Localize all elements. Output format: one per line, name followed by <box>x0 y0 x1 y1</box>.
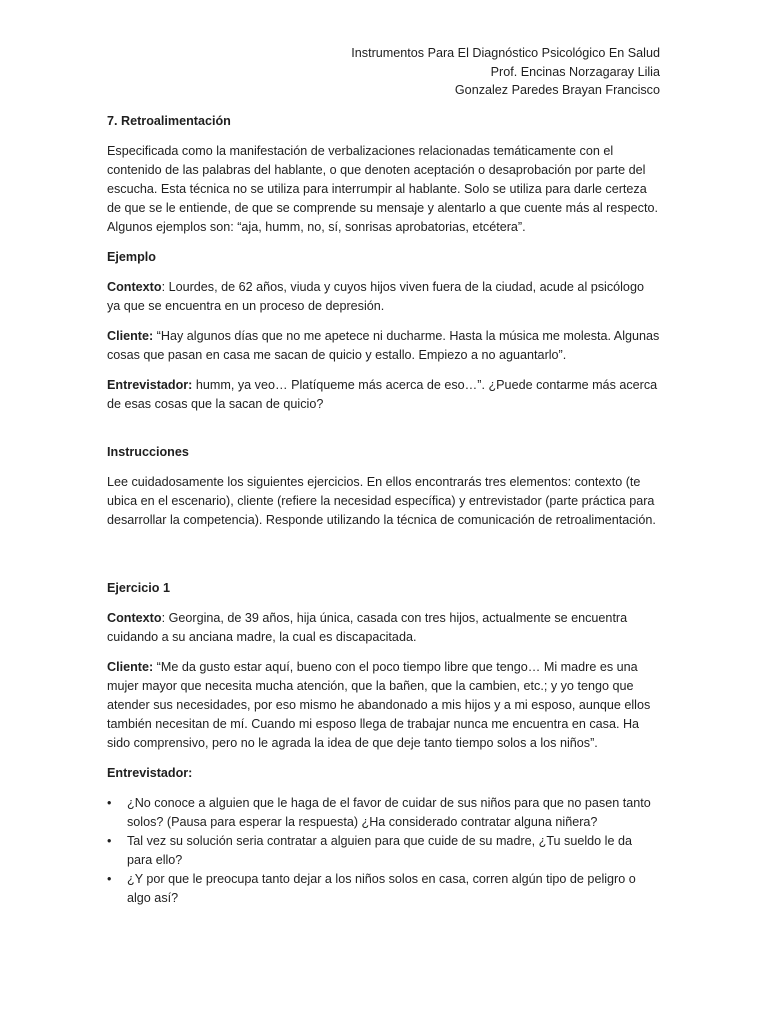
list-item <box>107 832 660 870</box>
section-description: Especificada como la manifestación de verbalizaciones relacionadas temáticamente con el contenido de las palabras del hablante, o que denoten aceptación o desaprobación por parte del escucha. Esta técnica no se utiliza para interrumpir al hablante. Solo se utiliza para darle certeza de que se le entiende, de que se comprende su mensaje y alentarlo a que cuente más al respecto. Algunos ejemplos son: “aja, humm, no, sí, sonrisas aprobatorias, etcétera”. <box>107 143 658 234</box>
interviewer-label: Entrevistador: <box>107 377 193 392</box>
question-text: Tal vez su solución seria contratar a alguien para que cuide de su madre, ¿Tu sueldo le da para ello? <box>127 833 632 867</box>
context-label: Contexto <box>107 610 162 625</box>
exercise-1-interviewer-label: Entrevistador: <box>107 765 193 780</box>
bullet-icon: • <box>107 795 112 810</box>
header-student: Gonzalez Paredes Brayan Francisco <box>454 83 660 97</box>
example-context <box>107 278 660 316</box>
interviewer-questions-list <box>107 794 660 908</box>
spacer <box>107 425 660 443</box>
list-item <box>107 794 660 832</box>
example-client <box>107 327 660 365</box>
exercise-1-heading: Ejercicio 1 <box>107 580 171 595</box>
context-label: Contexto <box>107 279 162 294</box>
header-course-title: Instrumentos Para El Diagnóstico Psicológico En Salud <box>351 46 660 60</box>
instructions-heading: Instrucciones <box>107 444 189 459</box>
question-text: ¿Y por que le preocupa tanto dejar a los niños solos en casa, corren algún tipo de peligro o algo así? <box>127 871 636 905</box>
interviewer-text: humm, ya veo… Platíqueme más acerca de eso…”. ¿Puede contarme más acerca de esas cosas que la sacan de quicio? <box>107 377 658 411</box>
section-title: 7. Retroalimentación <box>107 113 231 128</box>
client-label: Cliente: <box>107 659 154 674</box>
instructions-text: Lee cuidadosamente los siguientes ejercicios. En ellos encontrarás tres elementos: contexto (te ubica en el escenario), cliente (refiere la necesidad específica) y entrevistador (parte práctica para desarrollar la competencia). Responde utilizando la técnica de comunicación de retroalimentación. <box>107 474 656 527</box>
list-item <box>107 870 660 908</box>
document-header <box>107 44 660 100</box>
context-text: : Lourdes, de 62 años, viuda y cuyos hijos viven fuera de la ciudad, acude al psicólogo ya que se encuentra en un proceso de depresión. <box>107 279 644 313</box>
question-text: ¿No conoce a alguien que le haga de el favor de cuidar de sus niños para que no pasen tanto solos? (Pausa para esperar la respuesta) ¿Ha considerado contratar alguna niñera? <box>127 795 651 829</box>
client-text: “Me da gusto estar aquí, bueno con el poco tiempo libre que tengo… Mi madre es una mujer mayor que necesita mucha atención, que la bañen, que la cambien, etc.; y yo tengo que atender sus necesidades, por eso mismo he abandonado a mis hijos y a mi esposo, aunque ellos también necesitan de mí. Cuando mi esposo llega de trabajar nunca me encuentra en casa. Ha sido comprensivo, pero no le agrada la idea de que deje tanto tiempo solos a los niños”. <box>107 659 651 750</box>
example-heading: Ejemplo <box>107 249 156 264</box>
client-label: Cliente: <box>107 328 154 343</box>
bullet-icon: • <box>107 871 112 886</box>
bullet-icon: • <box>107 833 112 848</box>
spacer <box>107 541 660 579</box>
header-professor: Prof. Encinas Norzagaray Lilia <box>490 64 660 79</box>
example-interviewer <box>107 376 660 414</box>
context-text: : Georgina, de 39 años, hija única, casada con tres hijos, actualmente se encuentra cuidando a su anciana madre, la cual es discapacitada. <box>107 610 628 644</box>
client-text: “Hay algunos días que no me apetece ni ducharme. Hasta la música me molesta. Algunas cosas que pasan en casa me sacan de quicio y estallo. Empiezo a no aguantarlo”. <box>107 328 660 362</box>
exercise-1-context <box>107 609 660 647</box>
exercise-1-client <box>107 658 660 753</box>
